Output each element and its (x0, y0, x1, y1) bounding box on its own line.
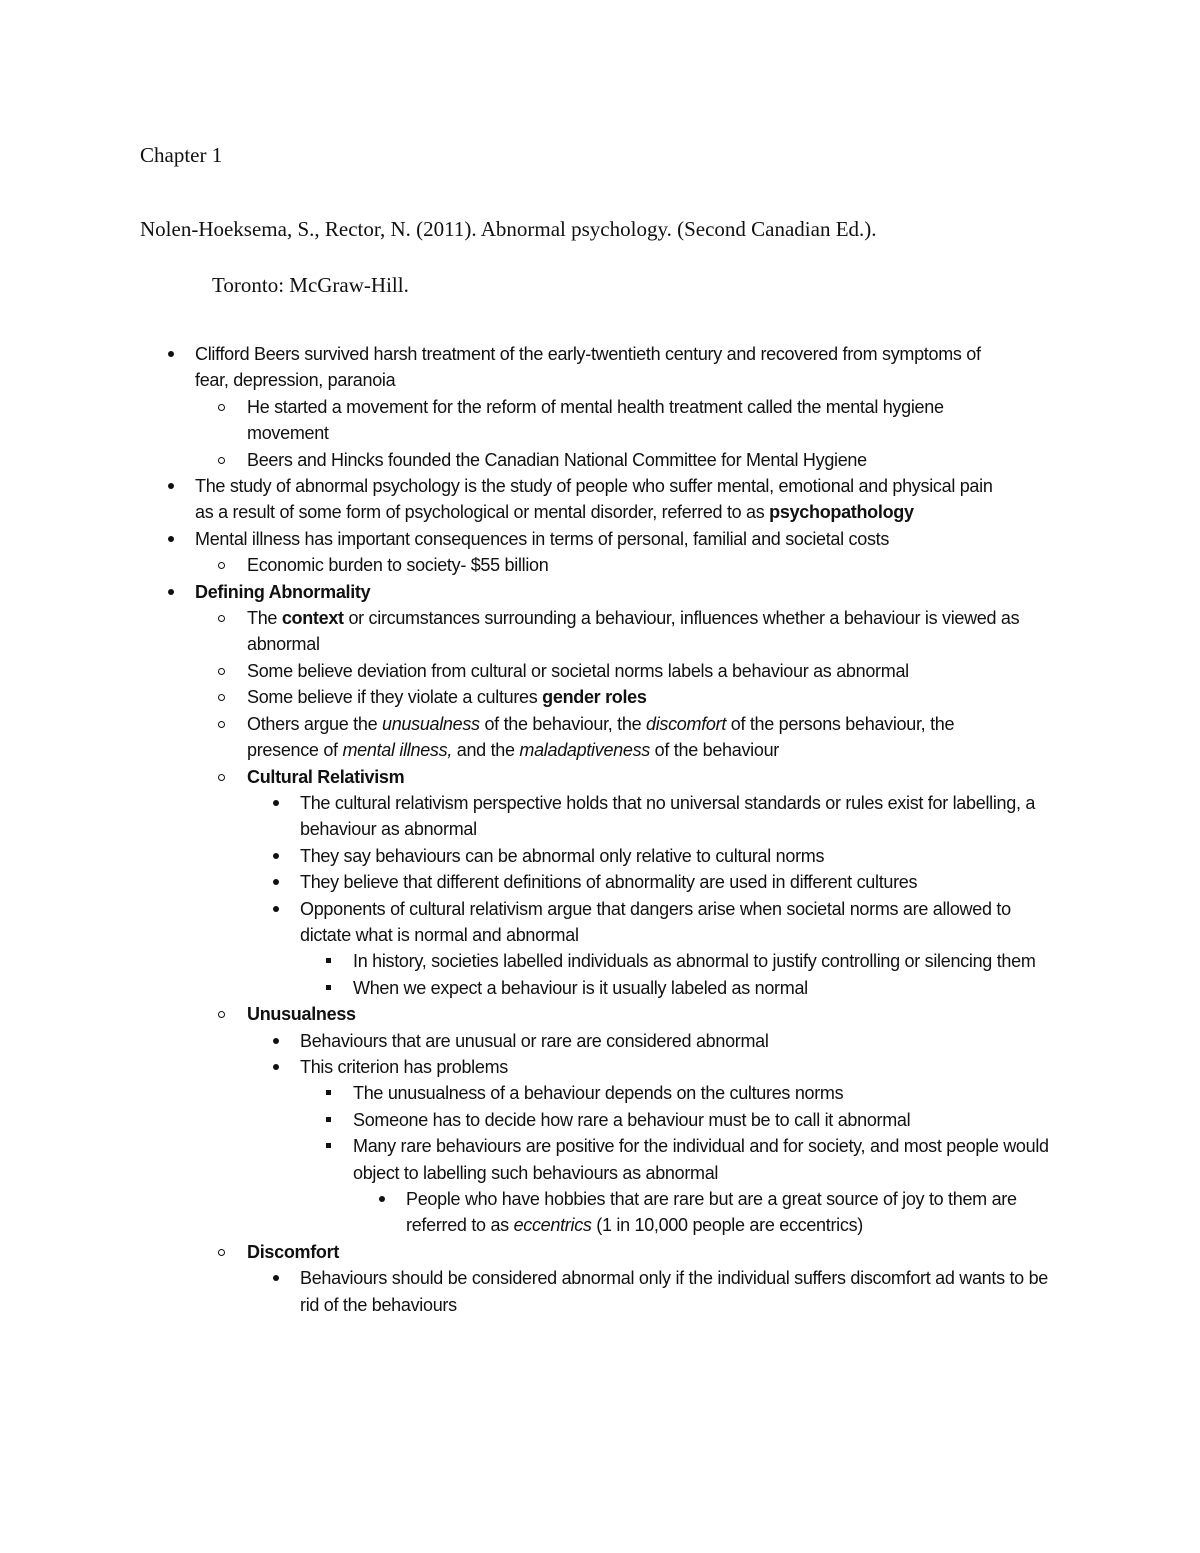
notes-outline (0, 341, 1200, 1318)
note-text: They believe that different definitions of abnormality are used in different cultures (300, 872, 918, 893)
note-item (247, 711, 1027, 764)
note-text: This criterion has problems (300, 1056, 508, 1077)
note-item (195, 579, 1015, 605)
note-text: The cultural relativism perspective holds that no universal standards or rules exist for labelling, a behaviour as abnormal (300, 792, 1036, 840)
note-text: Opponents of cultural relativism argue that dangers arise when societal norms are allowed to dictate what is normal and abnormal (300, 898, 1011, 945)
note-item (247, 1239, 1027, 1265)
note-item (300, 896, 1060, 949)
note-item (247, 764, 1027, 790)
note-item (353, 948, 1053, 974)
note-item (300, 843, 1060, 869)
note-item (353, 1080, 1053, 1106)
note-text: Mental illness has important consequences in terms of personal, familial and societal costs (195, 528, 890, 549)
citation-line-2: Toronto: McGraw-Hill. (212, 273, 409, 297)
note-item (300, 1265, 1060, 1318)
chapter-heading: Chapter 1 (140, 143, 223, 167)
note-item (247, 605, 1027, 658)
note-text: In history, societies labelled individuals as abnormal to justify controlling or silencing them (353, 951, 1036, 972)
note-item (300, 1028, 1060, 1054)
citation-line-1: Nolen-Hoeksema, S., Rector, N. (2011). Abnormal psychology. (Second Canadian Ed.). (140, 217, 877, 241)
note-text: Behaviours should be considered abnormal only if the individual suffers discomfort ad wants to be rid of the behaviours (300, 1268, 1049, 1315)
note-item (195, 526, 1015, 552)
note-item (353, 1133, 1053, 1186)
note-text: Someone has to decide how rare a behaviour must be to call it abnormal (353, 1109, 911, 1130)
note-item (300, 869, 1060, 895)
note-text: Cultural Relativism (247, 766, 405, 787)
note-item (353, 975, 1053, 1001)
note-text: When we expect a behaviour is it usually labeled as normal (353, 977, 808, 998)
note-item (300, 790, 1060, 843)
note-text: Defining Abnormality (195, 581, 371, 602)
note-item (247, 447, 1027, 473)
note-text: Some believe if they violate a cultures gender roles (247, 687, 647, 708)
note-item (247, 658, 1027, 684)
note-item (353, 1107, 1053, 1133)
note-text: Beers and Hincks founded the Canadian National Committee for Mental Hygiene (247, 449, 867, 470)
note-item (195, 341, 1015, 394)
note-text: They say behaviours can be abnormal only relative to cultural norms (300, 845, 825, 866)
note-text: Behaviours that are unusual or rare are considered abnormal (300, 1030, 769, 1051)
note-item (247, 552, 1027, 578)
note-text: People who have hobbies that are rare but are a great source of joy to them are referred to as eccentrics (1 in 10,000 people are eccentrics) (406, 1189, 1017, 1236)
note-text: Many rare behaviours are positive for the individual and for society, and most people would object to labelling such behaviours as abnormal (353, 1136, 1049, 1183)
note-item (195, 473, 1015, 526)
note-text: Discomfort (247, 1241, 340, 1262)
note-item (247, 1001, 1027, 1027)
note-item (406, 1186, 1046, 1239)
note-text: The study of abnormal psychology is the study of people who suffer mental, emotional and physical pain as a result of some form of psychological or mental disorder, referred to as psychopathology (195, 476, 993, 523)
note-text: Clifford Beers survived harsh treatment of the early-twentieth century and recovered from symptoms of fear, depression, paranoia (195, 344, 981, 391)
note-item (300, 1054, 1060, 1080)
note-text: The unusualness of a behaviour depends on the cultures norms (353, 1083, 844, 1104)
note-text: He started a movement for the reform of mental health treatment called the mental hygiene movement (247, 396, 944, 444)
note-text: Economic burden to society- $55 billion (247, 555, 549, 576)
note-item (247, 394, 1027, 447)
note-text: The context or circumstances surrounding a behaviour, influences whether a behaviour is viewed as abnormal (247, 608, 1020, 655)
note-text: Unusualness (247, 1004, 356, 1025)
note-item (247, 684, 1027, 710)
note-text: Some believe deviation from cultural or societal norms labels a behaviour as abnormal (247, 660, 909, 681)
note-text: Others argue the unusualness of the behaviour, the discomfort of the persons behaviour, the presence of mental illness, and the maladaptiveness of the behaviour (247, 713, 955, 761)
